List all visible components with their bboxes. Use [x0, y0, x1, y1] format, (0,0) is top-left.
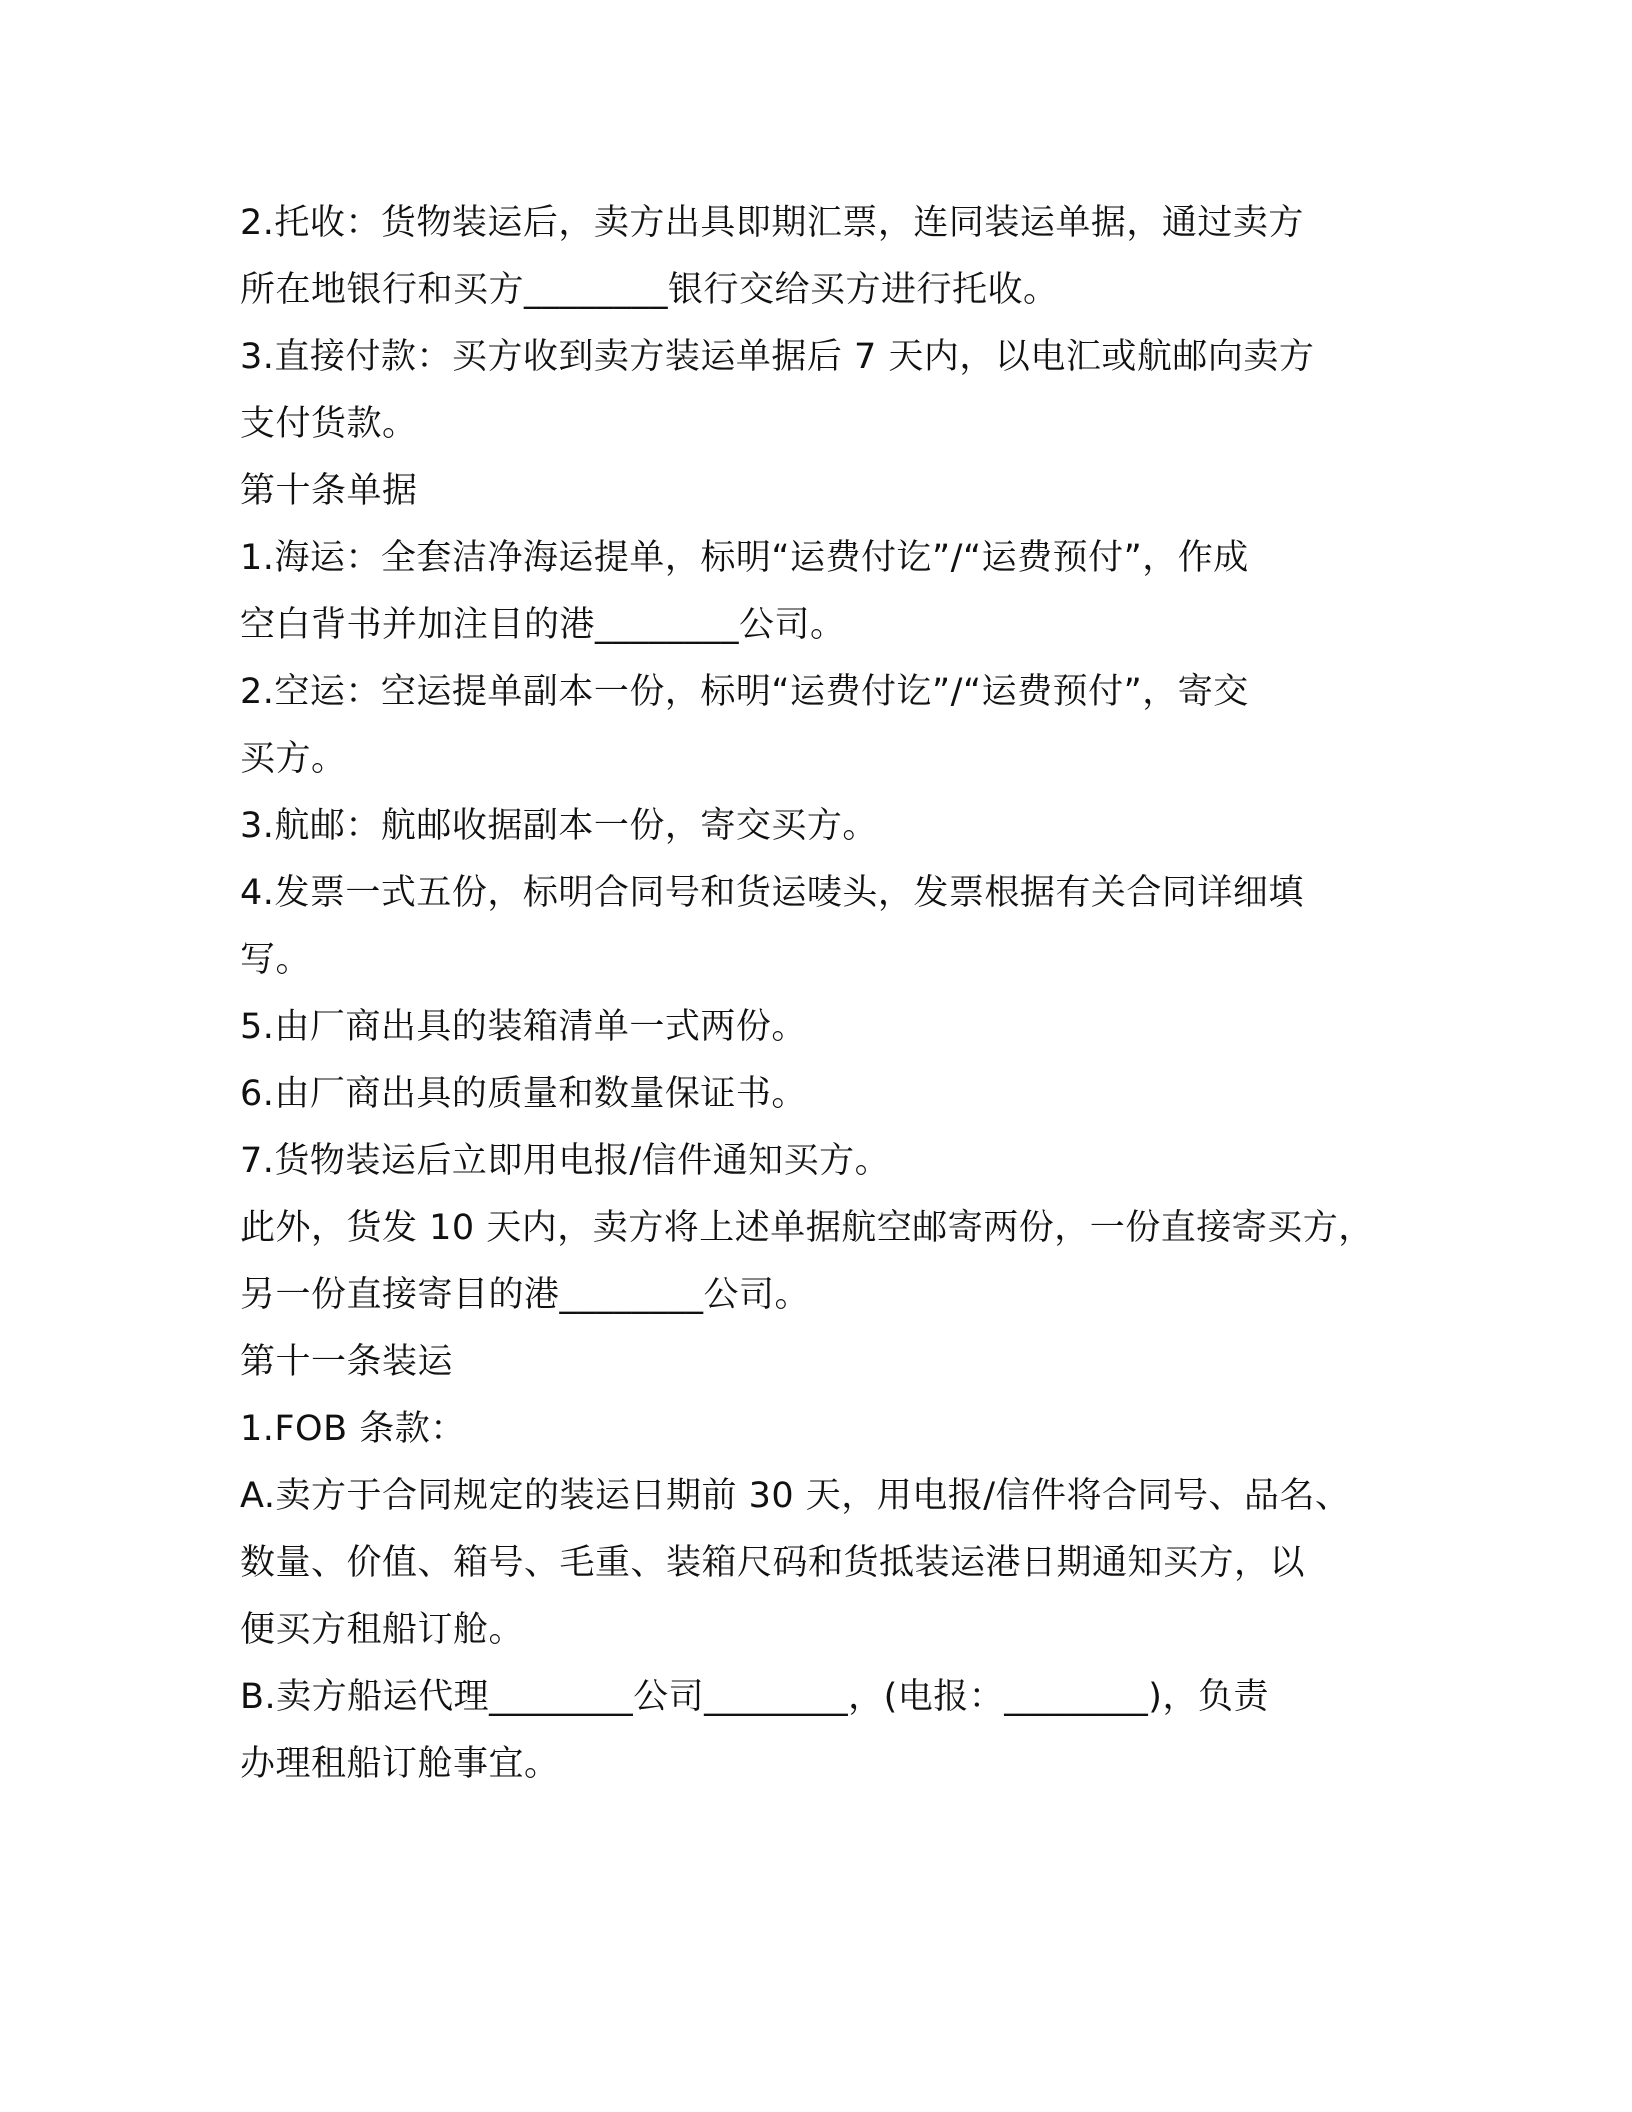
text-line: B.卖方船运代理________公司________，(电报：________)，负责 — [240, 1677, 1269, 1717]
text-line: 5.由厂商出具的装箱清单一式两份。 — [240, 1007, 807, 1047]
text-line: 此外，货发 10 天内，卖方将上述单据航空邮寄两份，一份直接寄买方， — [240, 1208, 1374, 1248]
text-line: 写。 — [240, 940, 312, 980]
text-line: 2.托收：货物装运后，卖方出具即期汇票，连同装运单据，通过卖方 — [240, 203, 1304, 243]
section-heading: 第十条单据 — [240, 471, 418, 511]
text-line: 7.货物装运后立即用电报/信件通知买方。 — [240, 1141, 891, 1181]
text-line: A.卖方于合同规定的装运日期前 30 天，用电报/信件将合同号、品名、 — [240, 1476, 1351, 1516]
text-line: 2.空运：空运提单副本一份，标明“运费付讫”/“运费预付”，寄交 — [240, 672, 1249, 712]
text-line: 买方。 — [240, 739, 347, 779]
text-line: 6.由厂商出具的质量和数量保证书。 — [240, 1074, 807, 1114]
text-line: 1.海运：全套洁净海运提单，标明“运费付讫”/“运费预付”，作成 — [240, 538, 1249, 578]
text-line: 所在地银行和买方________银行交给买方进行托收。 — [240, 270, 1059, 310]
text-line: 3.直接付款：买方收到卖方装运单据后 7 天内，以电汇或航邮向卖方 — [240, 337, 1315, 377]
document-body — [240, 190, 1420, 1798]
text-line: 空白背书并加注目的港________公司。 — [240, 605, 846, 645]
text-line: 支付货款。 — [240, 404, 418, 444]
text-line: 4.发票一式五份，标明合同号和货运唛头，发票根据有关合同详细填 — [240, 873, 1304, 913]
text-line: 办理租船订舱事宜。 — [240, 1744, 560, 1784]
text-line: 数量、价值、箱号、毛重、装箱尺码和货抵装运港日期通知买方，以 — [240, 1543, 1306, 1583]
section-heading: 第十一条装运 — [240, 1342, 454, 1382]
text-line: 3.航邮：航邮收据副本一份，寄交买方。 — [240, 806, 878, 846]
text-line: 便买方租船订舱。 — [240, 1610, 525, 1650]
text-line: 1.FOB 条款： — [240, 1409, 466, 1449]
text-line: 另一份直接寄目的港________公司。 — [240, 1275, 811, 1315]
